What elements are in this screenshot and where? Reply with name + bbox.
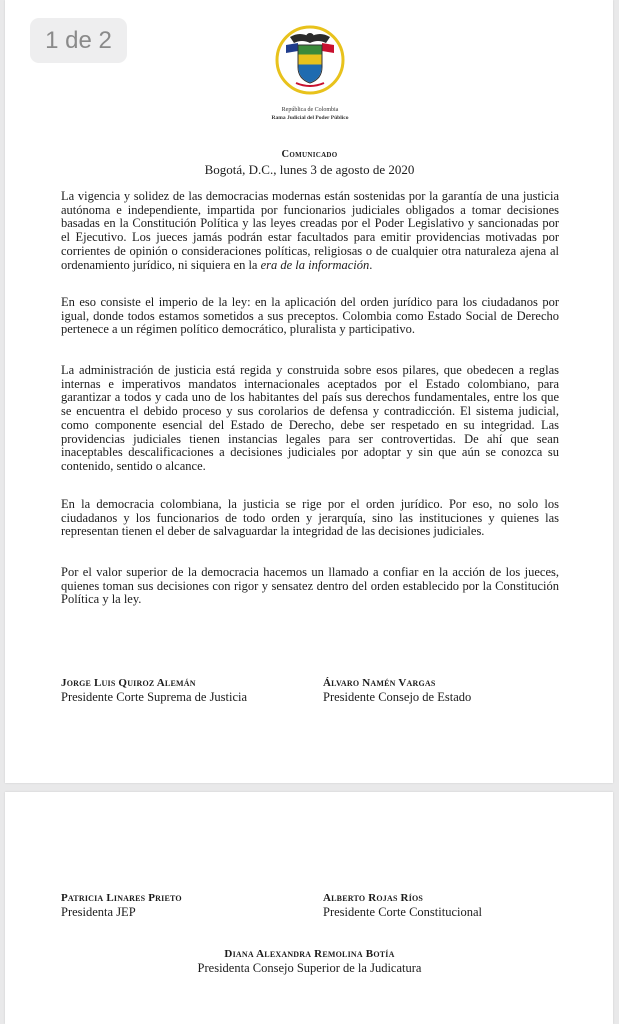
signature-block-jep bbox=[61, 891, 182, 919]
signer-role: Presidente Consejo de Estado bbox=[323, 690, 472, 704]
paragraph-1-end: . bbox=[369, 257, 373, 272]
paragraph-5: Por el valor superior de la democracia hacemos un llamado a confiar en la acción de los jueces, quienes toman sus decisiones con rigor y sensatez dentro del orden establecido por la Constitución Política y la ley. bbox=[61, 565, 559, 607]
signature-block-csj bbox=[61, 676, 247, 704]
signature-block-corte-constitucional bbox=[323, 891, 482, 919]
document-type-heading: Comunicado bbox=[281, 149, 338, 160]
signer-role: Presidenta Consejo Superior de la Judicatura bbox=[197, 961, 422, 975]
paragraph-1-italic: era de la información bbox=[260, 257, 370, 272]
signer-name: Alberto Rojas Ríos bbox=[323, 892, 424, 904]
paragraph-2: En eso consiste el imperio de la ley: en la aplicación del orden jurídico para los ciudadanos por igual, donde todos estamos sometidos a sus preceptos. Colombia como Estado Social de Derecho pertenece a un régimen político democrático, pluralista y participativo. bbox=[61, 295, 559, 337]
signer-role: Presidente Corte Suprema de Justicia bbox=[61, 690, 248, 704]
signer-name: Álvaro Namén Vargas bbox=[323, 677, 436, 689]
seal-caption-line2: Rama Judicial del Poder Público bbox=[271, 115, 349, 121]
signature-block-csj-judicatura bbox=[0, 947, 619, 975]
signer-name: Jorge Luis Quiroz Alemán bbox=[61, 677, 196, 689]
document-date: Bogotá, D.C., lunes 3 de agosto de 2020 bbox=[204, 162, 415, 177]
page-indicator: 1 de 2 bbox=[30, 18, 127, 63]
paragraph-3: La administración de justicia está regida y construida sobre esos pilares, que obedecen a reglas internas e imperativos mandatos internacionales aceptados por el Estado colombiano, para garantizar a todos y cada uno de los habitantes del país sus derechos fundamentales, entre los que se encuentra el debido proceso y sus corolarios de defensa y contradicción. El sistema judicial, como componente esencial del Estado de Derecho, debe ser respetado en su integridad. Las providencias judiciales tienen instancias legales para ser controvertidas. De ahí que sean inaceptables descalificaciones a decisiones judiciales por adoptar y sin que aún se conozca su contenido, sentido o alcance. bbox=[61, 363, 559, 473]
paragraph-4: En la democracia colombiana, la justicia se rige por el orden jurídico. Por eso, no solo los ciudadanos y los funcionarios de todo orden y jerarquía, sino las instituciones y quienes las representan tienen el deber de salvaguardar la integridad de las decisiones judiciales. bbox=[61, 497, 559, 539]
paragraph-1 bbox=[61, 190, 559, 272]
signature-block-consejo-estado bbox=[323, 676, 471, 704]
signer-name: Diana Alexandra Remolina Botía bbox=[224, 948, 395, 960]
signer-role: Presidenta JEP bbox=[61, 905, 136, 919]
paragraph-1-text: La vigencia y solidez de las democracias modernas están sostenidas por la garantía de una justicia autónoma e independiente, impartida por funcionarios judiciales obligados a tomar decisiones basadas en la Constitución Política y las leyes creadas por el Poder Legislativo y sancionadas por el Ejecutivo. Los jueces jamás podrán estar facultados para emitir providencias motivadas por corrientes de opinión o consideraciones políticas, religiosas o de cualquier otra naturaleza ajena al ordenamiento jurídico, ni siquiera en la bbox=[61, 189, 559, 272]
coat-of-arms-icon bbox=[268, 23, 352, 97]
signer-name: Patricia Linares Prieto bbox=[61, 892, 182, 904]
signer-role: Presidente Corte Constitucional bbox=[323, 905, 483, 919]
seal-caption bbox=[230, 106, 390, 122]
seal-caption-line1: República de Colombia bbox=[281, 107, 339, 113]
